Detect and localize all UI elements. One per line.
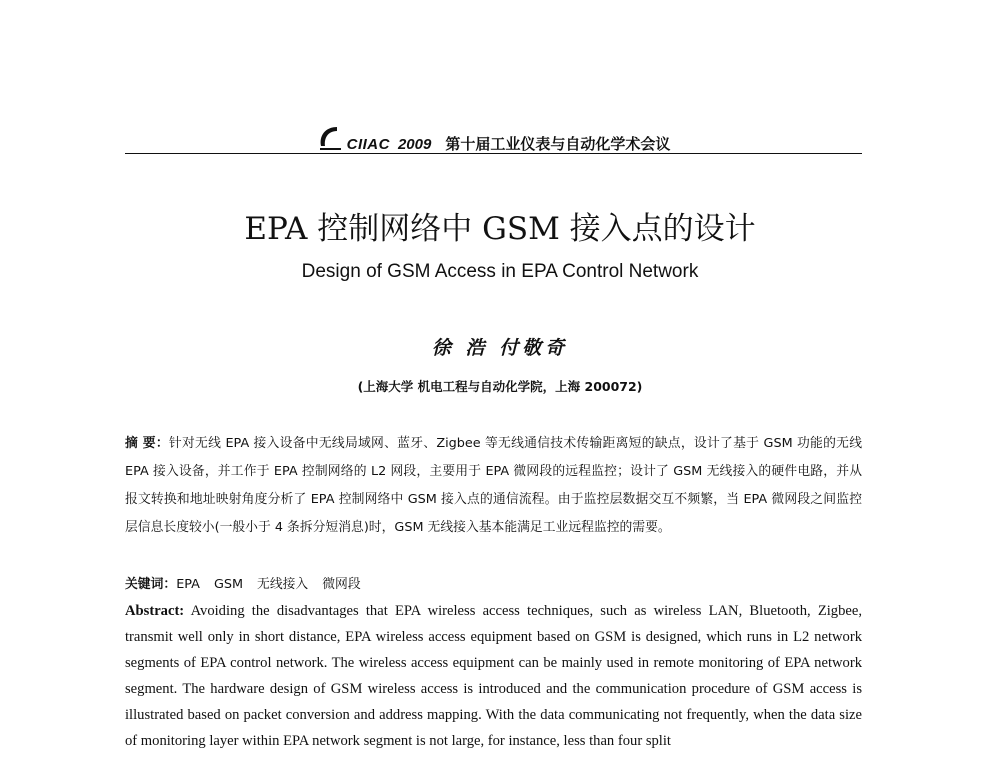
- keywords-label: 关键词：: [125, 577, 177, 592]
- keyword: 微网段: [322, 577, 361, 592]
- conference-logo-icon: [317, 124, 343, 152]
- conference-logo: [317, 124, 432, 152]
- abstract-english-text: Avoiding the disadvantages that EPA wireless access techniques, such as wireless LAN, Bluetooth, Zigbee, transmit well only in short distance, EPA wireless access equipment based on GSM is designed, which runs in L2 network segments of EPA control network. The wireless access equipment can be mainly used in remote monitoring of EPA network segment. The hardware design of GSM wireless access is introduced and the communication procedure of GSM access is illustrated based on packet conversion and address mapping. With the data communicating not frequently, when the data size of monitoring layer within EPA network segment is not large, for instance, less than four split: [125, 603, 862, 749]
- keyword: 无线接入: [257, 577, 309, 592]
- logo-year: 2009: [397, 136, 432, 153]
- logo-text: CIIAC: [346, 136, 390, 153]
- title-chinese: EPA 控制网络中 GSM 接入点的设计: [244, 211, 756, 247]
- keywords: [125, 574, 862, 596]
- header-rule: [125, 153, 862, 154]
- conference-name: 第十届工业仪表与自动化学术会议: [445, 135, 671, 153]
- abstract-chinese-label: 摘 要：: [125, 436, 169, 451]
- title-english: Design of GSM Access in EPA Control Network: [301, 261, 699, 282]
- keyword: EPA: [176, 577, 200, 592]
- keyword: GSM: [213, 577, 244, 592]
- authors: 徐 浩 付敬奇: [431, 337, 569, 359]
- abstract-chinese: [125, 430, 862, 542]
- affiliation: (上海大学 机电工程与自动化学院，上海 200072): [357, 379, 643, 394]
- abstract-chinese-text: 针对无线 EPA 接入设备中无线局域网、蓝牙、Zigbee 等无线通信技术传输距离短的缺点，设计了基于 GSM 功能的无线 EPA 接入设备，并工作于 EPA 控制网络的 L2 网段，主要用于 EPA 微网段的远程监控；设计了 GSM 无线接入的硬件电路，并从报文转换和地址映射角度分析了 EPA 控制网络中 GSM 接入点的通信流程。由于监控层数据交互不频繁，当 EPA 微网段之间监控层信息长度较小(一般小于 4 条拆分短消息)时，GSM 无线接入基本能满足工业远程监控的需要。: [125, 436, 862, 535]
- abstract-english: [125, 598, 862, 754]
- running-header: [125, 118, 862, 152]
- abstract-english-label: Abstract:: [125, 603, 185, 619]
